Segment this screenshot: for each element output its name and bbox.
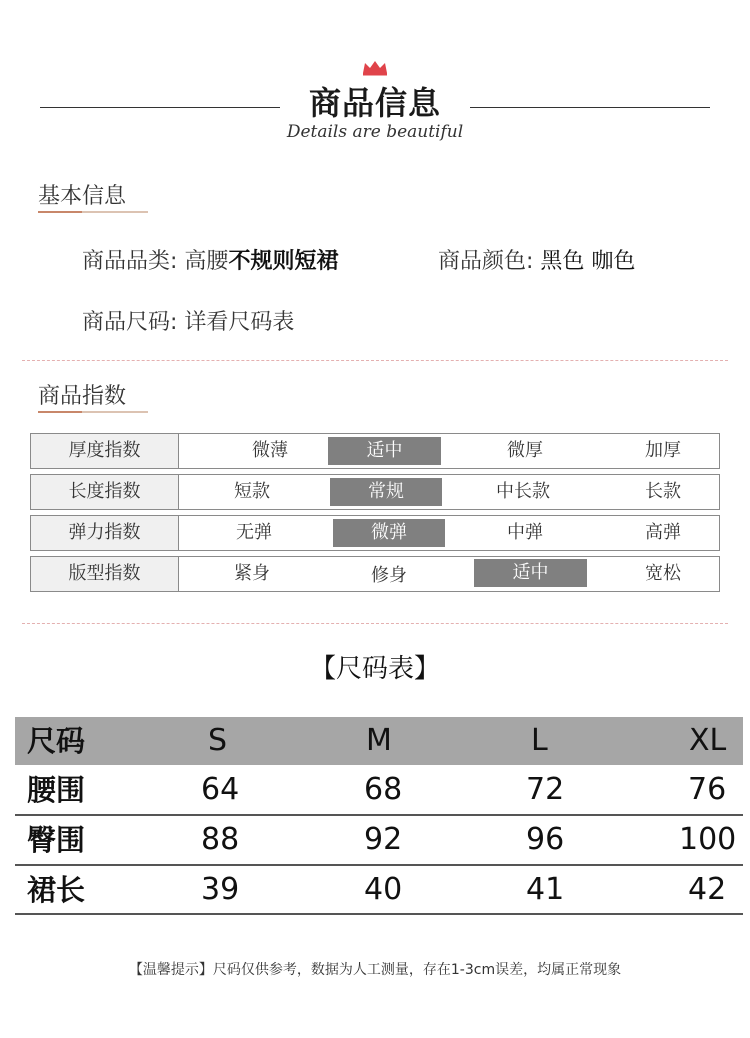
size-cell: 92 (364, 822, 403, 857)
size-cell: 39 (201, 872, 240, 907)
index-option: 无弹 (236, 522, 272, 543)
index-row-label: 版型指数 (31, 557, 179, 591)
index-option: 中长款 (496, 481, 550, 502)
basic-info-heading: 基本信息 (38, 184, 127, 209)
index-option: 宽松 (645, 563, 681, 584)
color-line (438, 244, 635, 275)
index-row-thickness (30, 433, 720, 469)
index-option-selected: 常规 (330, 478, 442, 506)
index-underline (38, 411, 148, 413)
size-row-waist (15, 766, 743, 814)
index-row-label: 厚度指数 (31, 434, 179, 468)
size-header-row (15, 717, 743, 765)
index-option: 高弹 (645, 522, 681, 543)
index-row-fit (30, 556, 720, 592)
size-row-label: 腰围 (27, 773, 86, 807)
footer-note: 【温馨提示】尺码仅供参考，数据为人工测量，存在1-3cm误差，均属正常现象 (128, 962, 622, 978)
index-option-selected: 适中 (474, 559, 587, 587)
index-row-length (30, 474, 720, 510)
index-option: 微厚 (507, 440, 543, 461)
size-cell: 100 (679, 822, 737, 857)
category-value-b: 不规则短裙 (228, 249, 339, 274)
size-cell: 96 (526, 822, 565, 857)
index-option: 微薄 (252, 440, 288, 461)
index-option-selected: 微弹 (333, 519, 445, 547)
index-row-label: 弹力指数 (31, 516, 179, 550)
size-cell: 40 (364, 872, 403, 907)
size-cell: 41 (526, 872, 565, 907)
size-value: 详看尺码表 (184, 310, 295, 335)
size-header-cell: S (208, 723, 228, 758)
page-subtitle: Details are beautiful (286, 122, 464, 142)
size-cell: 72 (526, 772, 565, 807)
size-header-cell: L (531, 723, 548, 758)
size-row-length (15, 866, 743, 914)
size-cell: 88 (201, 822, 240, 857)
index-option: 加厚 (645, 440, 681, 461)
size-line (82, 305, 294, 336)
size-cell: 76 (688, 772, 727, 807)
category-label: 商品品类: (82, 249, 178, 274)
size-cell: 64 (201, 772, 240, 807)
index-option: 长款 (645, 481, 681, 502)
crown-icon (361, 60, 389, 76)
section-divider (22, 623, 728, 624)
index-option: 修身 (371, 565, 407, 586)
index-option: 紧身 (234, 563, 270, 584)
index-row-elasticity (30, 515, 720, 551)
category-line (82, 244, 338, 275)
size-cell: 42 (688, 872, 727, 907)
index-option: 中弹 (507, 522, 543, 543)
page-title: 商品信息 (308, 84, 441, 122)
color-label: 商品颜色: (438, 249, 534, 274)
index-row-label: 长度指数 (31, 475, 179, 509)
size-label: 商品尺码: (82, 310, 178, 335)
size-header-cell: 尺码 (27, 724, 86, 758)
size-row-hip (15, 816, 743, 864)
basic-info-underline (38, 211, 148, 213)
category-value-a: 高腰 (184, 249, 229, 274)
size-row-label: 臀围 (27, 823, 86, 857)
size-chart-title: 【尺码表】 (309, 654, 440, 684)
color-value: 黑色 咖色 (540, 249, 636, 274)
index-option: 短款 (234, 481, 270, 502)
index-option-selected: 适中 (328, 437, 441, 465)
size-cell: 68 (364, 772, 403, 807)
size-row-divider (15, 913, 743, 915)
size-header-cell: XL (689, 723, 727, 758)
index-heading: 商品指数 (38, 384, 127, 409)
title-rule-right (470, 107, 710, 108)
section-divider (22, 360, 728, 361)
size-row-label: 裙长 (27, 873, 86, 907)
size-header-cell: M (366, 723, 392, 758)
